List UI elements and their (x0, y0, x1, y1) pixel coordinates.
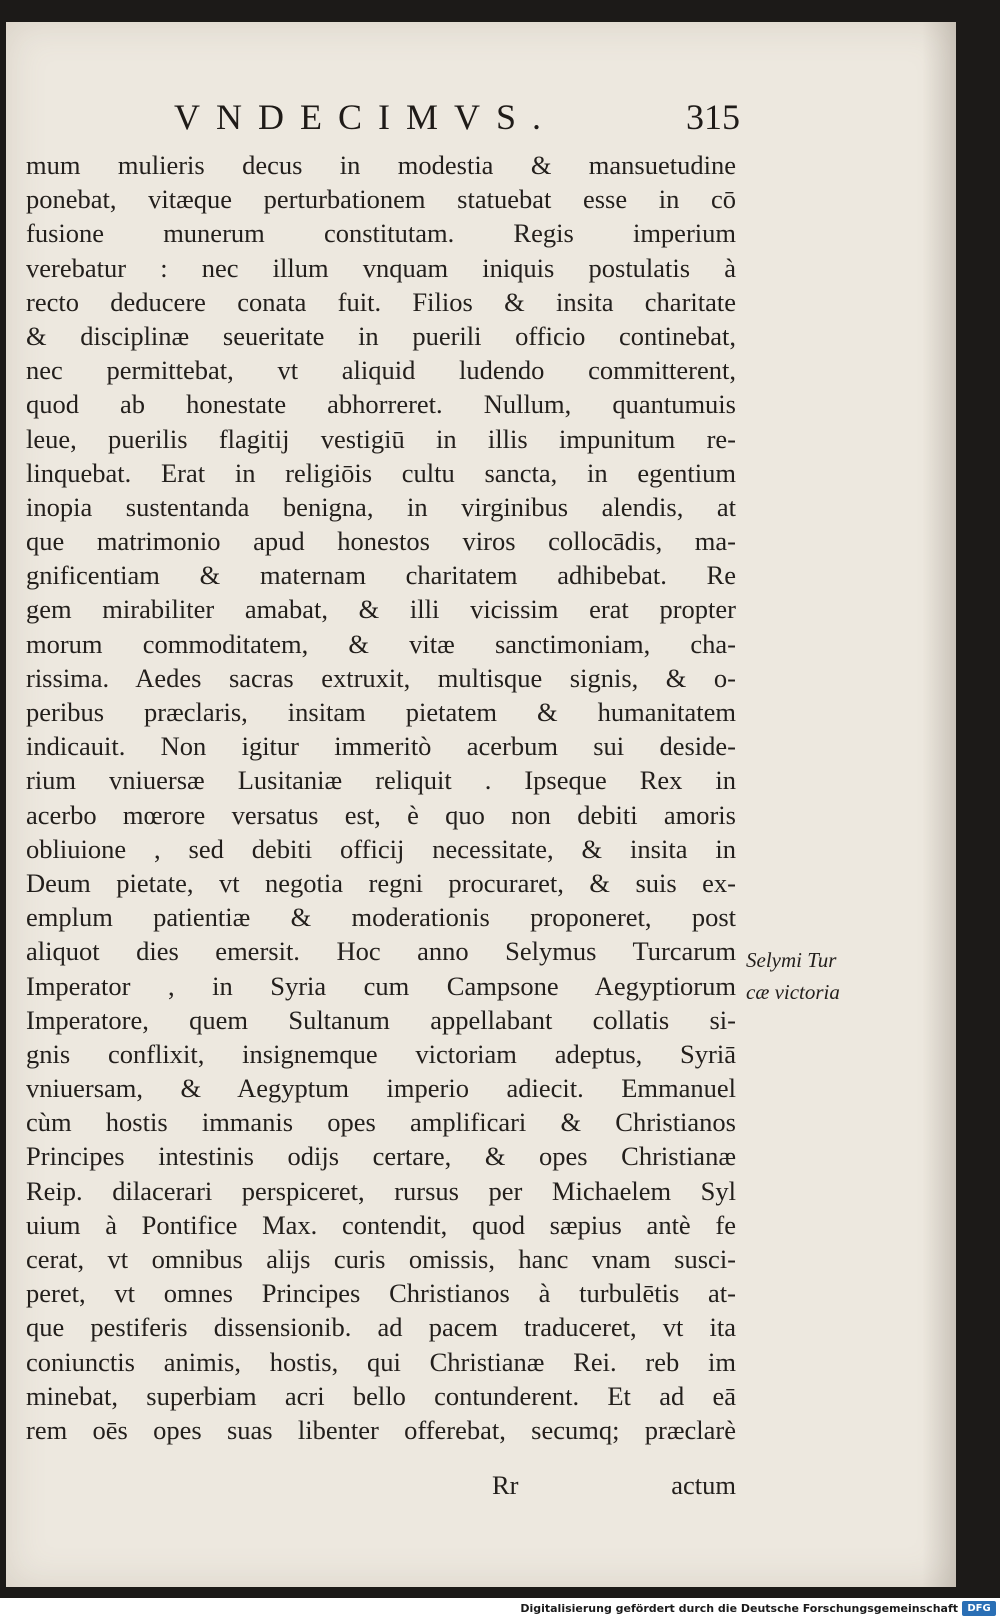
text-line: Deum pietate, vt negotia regni procuraret, & suis ex- (26, 867, 736, 898)
text-line: fusione munerum constitutam. Regis imperium (26, 218, 736, 249)
text-line: rissima. Aedes sacras extruxit, multisque signis, & o- (26, 662, 736, 693)
text-line: inopia sustentanda benigna, in virginibus alendis, at (26, 491, 736, 522)
marginal-note-line: Selymi Tur (746, 948, 837, 972)
text-line: rium vniuersæ Lusitaniæ reliquit . Ipseque Rex in (26, 765, 736, 796)
text-line: ponebat, vitæque perturbationem statuebat esse in cō (26, 184, 736, 215)
text-line: morum commoditatem, & vitæ sanctimoniam, cha- (26, 628, 736, 659)
signature-mark: Rr (492, 1470, 519, 1500)
dfg-logo-icon: DFG (962, 1601, 996, 1616)
text-line: peret, vt omnes Principes Christianos à turbulētis at- (26, 1278, 736, 1309)
text-line: nec permittebat, vt aliquid ludendo committerent, (26, 355, 736, 386)
text-line: coniunctis animis, hostis, qui Christianæ Rei. reb im (26, 1346, 736, 1377)
text-line: cùm hostis immanis opes amplificari & Christianos (26, 1107, 736, 1138)
text-line: Imperator , in Syria cum Campsone Aegyptiorum (26, 970, 736, 1001)
text-line: gnificentiam & maternam charitatem adhibebat. Re (26, 560, 736, 591)
text-line: indicauit. Non igitur immeritò acerbum sui deside- (26, 731, 736, 762)
marginal-note-line: cæ victoria (746, 980, 840, 1004)
running-title: VNDECIMVS. (174, 97, 558, 137)
text-line: Imperatore, quem Sultanum appellabant collatis si- (26, 1004, 736, 1035)
text-line: que matrimonio apud honestos viros collocādis, ma- (26, 526, 736, 557)
text-line: leue, puerilis flagitij vestigiū in illis impunitum re- (26, 423, 736, 454)
text-line: Reip. dilacerari perspiceret, rursus per Michaelem Syl (26, 1175, 736, 1206)
page-header (6, 96, 956, 146)
digitization-footer (0, 1598, 1000, 1621)
text-line: minebat, superbiam acri bello contunderent. Et ad eā (26, 1380, 736, 1411)
text-line: gnis conflixit, insignemque victoriam adeptus, Syriā (26, 1038, 736, 1069)
text-line: cerat, vt omnibus alijs curis omissis, hanc vnam susci- (26, 1244, 736, 1274)
body-text (26, 148, 736, 1447)
text-line: gem mirabiliter amabat, & illi vicissim erat propter (26, 594, 736, 625)
text-line: que pestiferis dissensionib. ad pacem traduceret, vt ita (26, 1312, 736, 1343)
text-line: quod ab honestate abhorreret. Nullum, quantumuis (26, 389, 736, 420)
marginal-note (746, 944, 876, 1008)
text-line: rem oēs opes suas libenter offerebat, secumq; præclarè (26, 1414, 736, 1445)
text-line: uium à Pontifice Max. contendit, quod sæpius antè fe (26, 1209, 736, 1240)
book-page (6, 22, 956, 1587)
text-line: Principes intestinis odijs certare, & opes Christianæ (26, 1141, 736, 1172)
text-line: mum mulieris decus in modestia & mansuetudine (26, 150, 736, 180)
text-line: & disciplinæ seueritate in puerili officio continebat, (26, 320, 736, 351)
funding-credit: Digitalisierung gefördert durch die Deutsche Forschungsgemeinschaft (520, 1602, 958, 1615)
catchword: actum (671, 1470, 736, 1500)
text-line: verebatur : nec illum vnquam iniquis postulatis à (26, 252, 736, 283)
text-line: acerbo mœrore versatus est, è quo non debiti amoris (26, 799, 736, 830)
text-line: vniuersam, & Aegyptum imperio adiecit. Emmanuel (26, 1073, 736, 1104)
text-line: peribus præclaris, insitam pietatem & humanitatem (26, 697, 736, 727)
page-foot (26, 1470, 736, 1504)
text-line: aliquot dies emersit. Hoc anno Selymus Turcarum (26, 936, 736, 967)
text-line: emplum patientiæ & moderationis proponeret, post (26, 902, 736, 933)
text-line: linquebat. Erat in religiōis cultu sancta, in egentium (26, 457, 736, 488)
page-number: 315 (686, 97, 740, 137)
text-line: obliuione , sed debiti officij necessitate, & insita in (26, 833, 736, 864)
text-line: recto deducere conata fuit. Filios & insita charitate (26, 286, 736, 317)
